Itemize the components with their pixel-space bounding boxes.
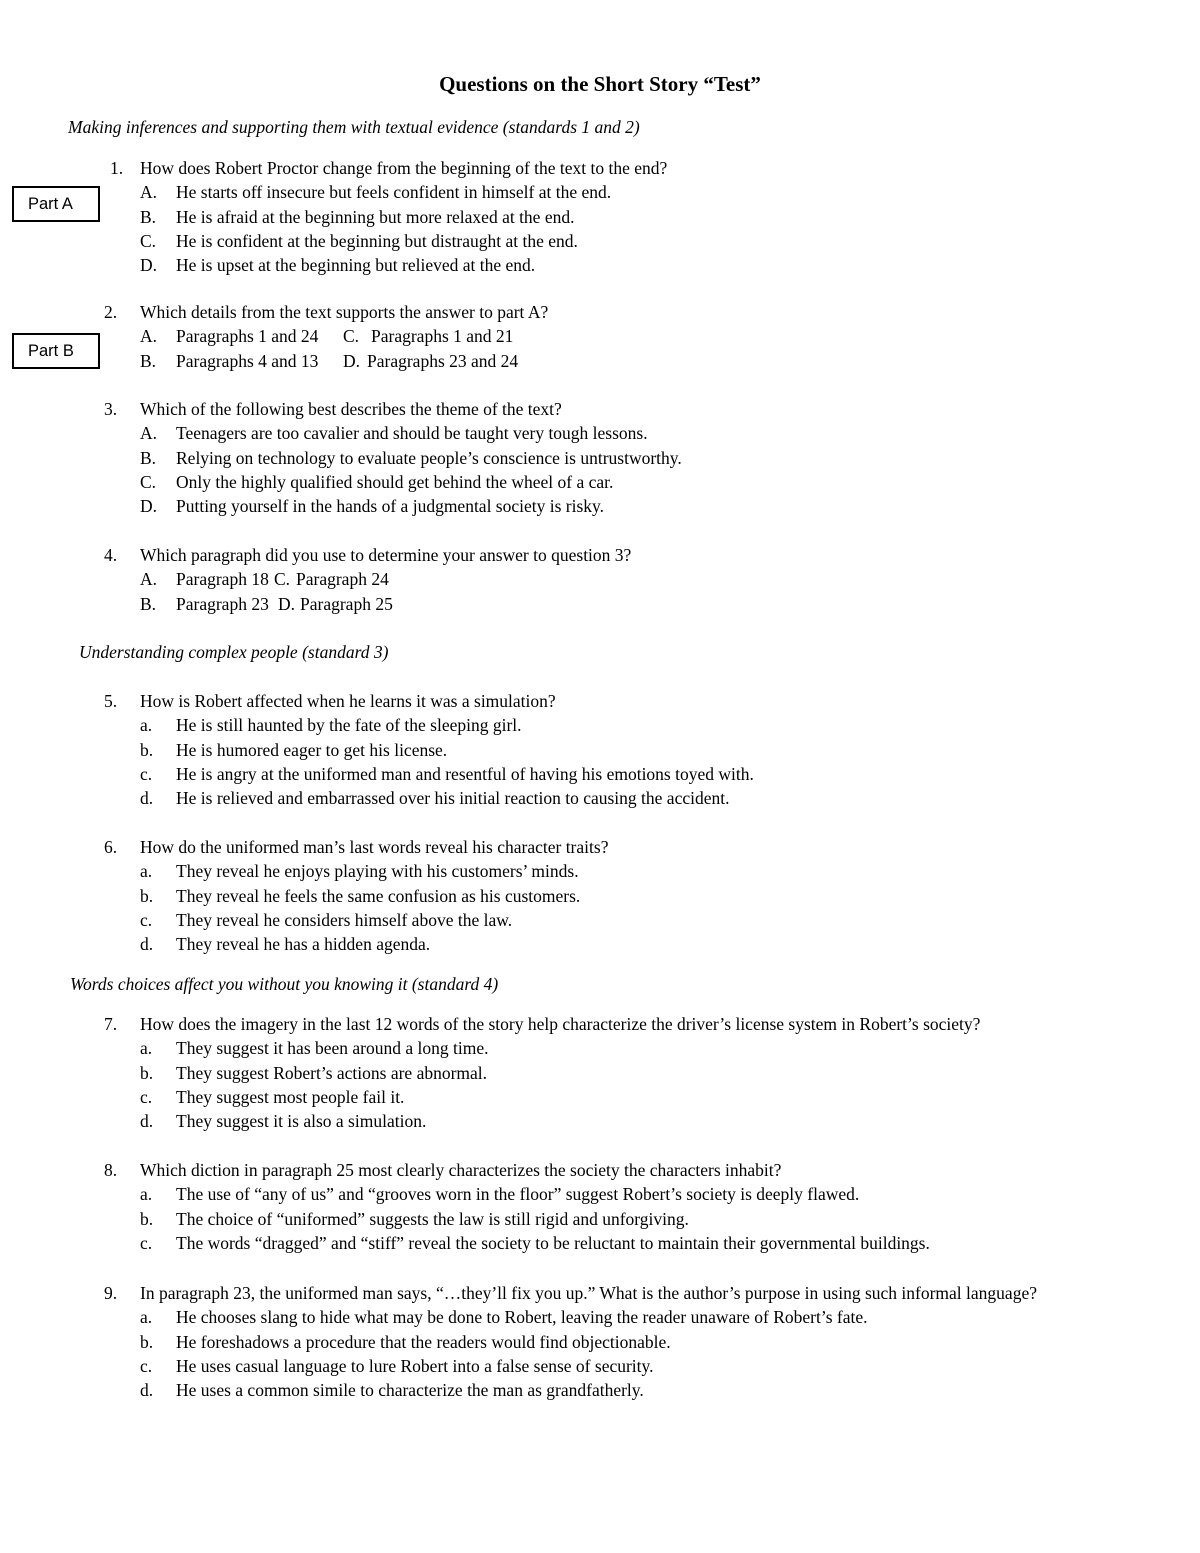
answer-option bbox=[140, 1182, 1090, 1206]
option-letter: B. bbox=[140, 206, 157, 227]
option-text: He foreshadows a procedure that the readers would find objectionable. bbox=[176, 1331, 671, 1352]
option-letter: b. bbox=[140, 1331, 154, 1352]
option-text: They reveal he considers himself above the law. bbox=[176, 909, 513, 930]
option-text: They suggest most people fail it. bbox=[176, 1086, 405, 1107]
option-text: Paragraph 24 bbox=[296, 569, 389, 590]
option-text: Only the highly qualified should get behind the wheel of a car. bbox=[176, 471, 614, 492]
option-text: He starts off insecure but feels confident in himself at the end. bbox=[176, 182, 612, 203]
option-letter: a. bbox=[140, 861, 153, 882]
option-text: They reveal he feels the same confusion as his customers. bbox=[176, 885, 581, 906]
part-a-label: Part A bbox=[12, 186, 100, 222]
option-text: He is relieved and embarrassed over his initial reaction to causing the accident. bbox=[176, 788, 730, 809]
question-text: How does the imagery in the last 12 words of the story help characterize the driver’s license system in Robert’s society? bbox=[140, 1014, 981, 1034]
option-text: Paragraph 23 bbox=[176, 593, 269, 614]
question-text: Which details from the text supports the answer to part A? bbox=[140, 302, 549, 322]
option-text: The words “dragged” and “stiff” reveal the society to be reluctant to maintain their governmental buildings. bbox=[176, 1232, 930, 1253]
answer-option bbox=[274, 567, 389, 591]
option-letter: D. bbox=[140, 255, 158, 276]
question-number: 2. bbox=[104, 302, 118, 322]
question-text: Which paragraph did you use to determine your answer to question 3? bbox=[140, 545, 632, 565]
option-text: He chooses slang to hide what may be done to Robert, leaving the reader unaware of Robert’s fate. bbox=[176, 1307, 868, 1328]
question-9 bbox=[104, 1281, 1080, 1402]
answer-option bbox=[140, 859, 1090, 883]
option-text: He is afraid at the beginning but more relaxed at the end. bbox=[176, 206, 575, 227]
option-letter: C. bbox=[274, 569, 291, 590]
answer-option bbox=[140, 1330, 1080, 1354]
question-number: 3. bbox=[104, 399, 118, 419]
option-text: He uses casual language to lure Robert into a false sense of security. bbox=[176, 1355, 654, 1376]
option-text: He uses a common simile to characterize the man as grandfatherly. bbox=[176, 1380, 644, 1401]
part-b-label: Part B bbox=[12, 333, 100, 369]
option-text: He is angry at the uniformed man and resentful of having his emotions toyed with. bbox=[176, 763, 754, 784]
option-letter: d. bbox=[140, 788, 154, 809]
answer-option bbox=[140, 592, 278, 616]
section-heading-inferences: Making inferences and supporting them with textual evidence (standards 1 and 2) bbox=[68, 117, 640, 137]
question-text: Which diction in paragraph 25 most clearly characterizes the society the characters inhabit? bbox=[140, 1160, 782, 1180]
question-number: 8. bbox=[104, 1160, 118, 1180]
answer-option bbox=[140, 1354, 1080, 1378]
option-letter: A. bbox=[140, 569, 158, 590]
answer-option bbox=[140, 421, 1090, 445]
option-letter: c. bbox=[140, 763, 153, 784]
option-text: They suggest it has been around a long time. bbox=[176, 1038, 489, 1059]
answer-option bbox=[140, 738, 1090, 762]
option-letter: d. bbox=[140, 1111, 154, 1132]
answer-option bbox=[140, 1109, 1140, 1133]
option-text: He is humored eager to get his license. bbox=[176, 739, 448, 760]
question-2 bbox=[104, 300, 1090, 373]
option-text: Teenagers are too cavalier and should be taught very tough lessons. bbox=[176, 423, 648, 444]
answer-option bbox=[343, 349, 518, 373]
option-letter: a. bbox=[140, 715, 153, 736]
option-letter: c. bbox=[140, 1232, 153, 1253]
option-letter: a. bbox=[140, 1184, 153, 1205]
option-letter: A. bbox=[140, 326, 158, 347]
option-text: He is upset at the beginning but relieved at the end. bbox=[176, 255, 536, 276]
question-5 bbox=[104, 689, 1090, 810]
option-text: They reveal he enjoys playing with his customers’ minds. bbox=[176, 861, 579, 882]
question-4 bbox=[104, 543, 1090, 616]
question-text: Which of the following best describes the theme of the text? bbox=[140, 399, 562, 419]
option-text: They reveal he has a hidden agenda. bbox=[176, 934, 431, 955]
option-text: Paragraph 18 bbox=[176, 569, 269, 590]
option-letter: a. bbox=[140, 1307, 153, 1328]
option-letter: C. bbox=[140, 230, 157, 251]
answer-option bbox=[140, 762, 1090, 786]
question-8 bbox=[104, 1158, 1090, 1255]
answer-option bbox=[140, 324, 343, 348]
answer-option bbox=[140, 229, 1090, 253]
question-number: 5. bbox=[104, 691, 118, 711]
question-number: 6. bbox=[104, 837, 118, 857]
option-text: They suggest Robert’s actions are abnormal. bbox=[176, 1062, 488, 1083]
answer-option bbox=[140, 567, 274, 591]
answer-option bbox=[343, 324, 513, 348]
answer-option bbox=[140, 494, 1090, 518]
question-number: 1. bbox=[110, 158, 124, 178]
question-text: How does Robert Proctor change from the beginning of the text to the end? bbox=[140, 158, 668, 178]
option-letter: b. bbox=[140, 1208, 154, 1229]
option-letter: c. bbox=[140, 1086, 153, 1107]
question-7 bbox=[104, 1012, 1140, 1133]
question-number: 7. bbox=[104, 1014, 118, 1034]
option-letter: b. bbox=[140, 739, 154, 760]
answer-option bbox=[140, 1207, 1090, 1231]
option-text: Paragraphs 4 and 13 bbox=[176, 350, 319, 371]
question-1 bbox=[110, 156, 1090, 277]
option-letter: A. bbox=[140, 182, 158, 203]
answer-option bbox=[140, 713, 1090, 737]
answer-option bbox=[140, 349, 343, 373]
option-text: Putting yourself in the hands of a judgmental society is risky. bbox=[176, 496, 605, 517]
option-letter: B. bbox=[140, 350, 157, 371]
option-letter: d. bbox=[140, 1380, 154, 1401]
option-letter: D. bbox=[343, 350, 361, 371]
option-letter: C. bbox=[343, 326, 360, 347]
page-title: Questions on the Short Story “Test” bbox=[439, 72, 761, 96]
option-text: Paragraphs 23 and 24 bbox=[367, 350, 519, 371]
question-number: 4. bbox=[104, 545, 118, 565]
option-letter: d. bbox=[140, 934, 154, 955]
section-heading-word-choices: Words choices affect you without you knowing it (standard 4) bbox=[70, 974, 499, 994]
answer-option bbox=[140, 470, 1090, 494]
option-text: Paragraphs 1 and 24 bbox=[176, 326, 319, 347]
option-letter: c. bbox=[140, 909, 153, 930]
answer-option bbox=[140, 884, 1090, 908]
question-number: 9. bbox=[104, 1283, 118, 1303]
option-letter: a. bbox=[140, 1038, 153, 1059]
answer-option bbox=[140, 253, 1090, 277]
answer-option bbox=[140, 446, 1090, 470]
option-letter: D. bbox=[278, 593, 296, 614]
option-letter: B. bbox=[140, 593, 157, 614]
option-letter: b. bbox=[140, 885, 154, 906]
option-letter: C. bbox=[140, 471, 157, 492]
answer-option bbox=[140, 1036, 1140, 1060]
answer-option bbox=[278, 592, 393, 616]
option-letter: b. bbox=[140, 1062, 154, 1083]
answer-option bbox=[140, 205, 1090, 229]
question-6 bbox=[104, 835, 1090, 956]
answer-option bbox=[140, 1085, 1140, 1109]
option-letter: D. bbox=[140, 496, 158, 517]
answer-option bbox=[140, 908, 1090, 932]
answer-option bbox=[140, 1231, 1090, 1255]
question-text: In paragraph 23, the uniformed man says, “…they’ll fix you up.” What is the author’s purpose in using such informal language? bbox=[140, 1283, 1037, 1303]
answer-option bbox=[140, 180, 1090, 204]
section-heading-complex-people: Understanding complex people (standard 3) bbox=[79, 642, 389, 662]
answer-option bbox=[140, 1061, 1140, 1085]
option-text: The choice of “uniformed” suggests the law is still rigid and unforgiving. bbox=[176, 1208, 689, 1229]
option-text: They suggest it is also a simulation. bbox=[176, 1111, 427, 1132]
question-text: How do the uniformed man’s last words reveal his character traits? bbox=[140, 837, 609, 857]
option-letter: A. bbox=[140, 423, 158, 444]
answer-option bbox=[140, 1378, 1080, 1402]
question-text: How is Robert affected when he learns it was a simulation? bbox=[140, 691, 556, 711]
answer-option bbox=[140, 786, 1090, 810]
question-3 bbox=[104, 397, 1090, 518]
option-text: Relying on technology to evaluate people’s conscience is untrustworthy. bbox=[176, 447, 682, 468]
option-text: The use of “any of us” and “grooves worn in the floor” suggest Robert’s society is deeply flawed. bbox=[176, 1184, 860, 1205]
option-text: Paragraphs 1 and 21 bbox=[371, 326, 514, 347]
option-text: Paragraph 25 bbox=[300, 593, 393, 614]
option-text: He is still haunted by the fate of the sleeping girl. bbox=[176, 715, 522, 736]
option-letter: B. bbox=[140, 447, 157, 468]
answer-option bbox=[140, 1305, 1080, 1329]
option-text: He is confident at the beginning but distraught at the end. bbox=[176, 230, 578, 251]
option-letter: c. bbox=[140, 1355, 153, 1376]
answer-option bbox=[140, 932, 1090, 956]
